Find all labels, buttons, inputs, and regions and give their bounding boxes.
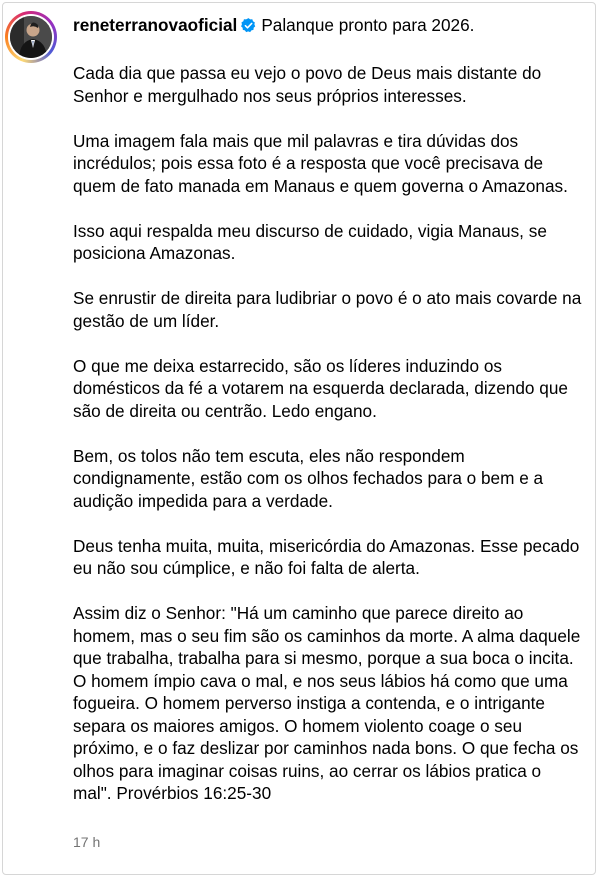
caption-paragraph-6: Bem, os tolos não tem escuta, eles não respondem condignamente, estão com os olhos fechados para o bem e a audição impedida para a verdade.	[73, 445, 544, 511]
story-ring[interactable]	[5, 11, 57, 63]
caption-paragraph-4: Se enrustir de direita para ludibriar o povo é o ato mais covarde na gestão de um líder.	[73, 288, 582, 331]
caption-paragraph-5: O que me deixa estarrecido, são os líderes induzindo os domésticos da fé a votarem na esquerda declarada, dizendo que são de direita ou centrão. Ledo engano.	[73, 355, 568, 421]
caption-paragraph-2: Uma imagem fala mais que mil palavras e tira dúvidas dos incrédulos; pois essa foto é a resposta que você precisava de quem de fato manada em Manaus e quem governa o Amazonas.	[73, 130, 568, 196]
caption-paragraph-7: Deus tenha muita, muita, misericórdia do Amazonas. Esse pecado eu não sou cúmplice, e não foi falta de alerta.	[73, 535, 580, 578]
username-link[interactable]: reneterranovaoficial	[73, 15, 238, 35]
avatar-person-icon	[10, 16, 52, 58]
verified-badge-icon	[240, 17, 257, 40]
avatar-photo	[10, 16, 52, 58]
avatar[interactable]	[8, 14, 54, 60]
caption-paragraph-1: Cada dia que passa eu vejo o povo de Deus mais distante do Senhor e mergulhado nos seus próprios interesses.	[73, 63, 542, 106]
caption-header	[73, 14, 583, 40]
post-title: Palanque pronto para 2026.	[261, 15, 475, 35]
caption-paragraph-8: Assim diz o Senhor: "Há um caminho que parece direito ao homem, mas o seu fim são os caminhos da morte. A alma daquele que trabalha, trabalha para si mesmo, porque a sua boca o incita. O homem ímpio cava o mal, e nos seus lábios há como que uma fogueira. O homem perverso instiga a contenda, e o intrigante separa os maiores amigos. O homem violento coage o seu próximo, e o faz deslizar por caminhos nada bons. O que fecha os olhos para imaginar coisas ruins, ao cerrar os lábios pratica o mal". Provérbios 16:25-30	[73, 603, 581, 803]
post-timestamp[interactable]: 17 h	[73, 834, 101, 850]
caption-paragraph-3: Isso aqui respalda meu discurso de cuidado, vigia Manaus, se posiciona Amazonas.	[73, 220, 547, 263]
post-caption	[73, 14, 583, 805]
